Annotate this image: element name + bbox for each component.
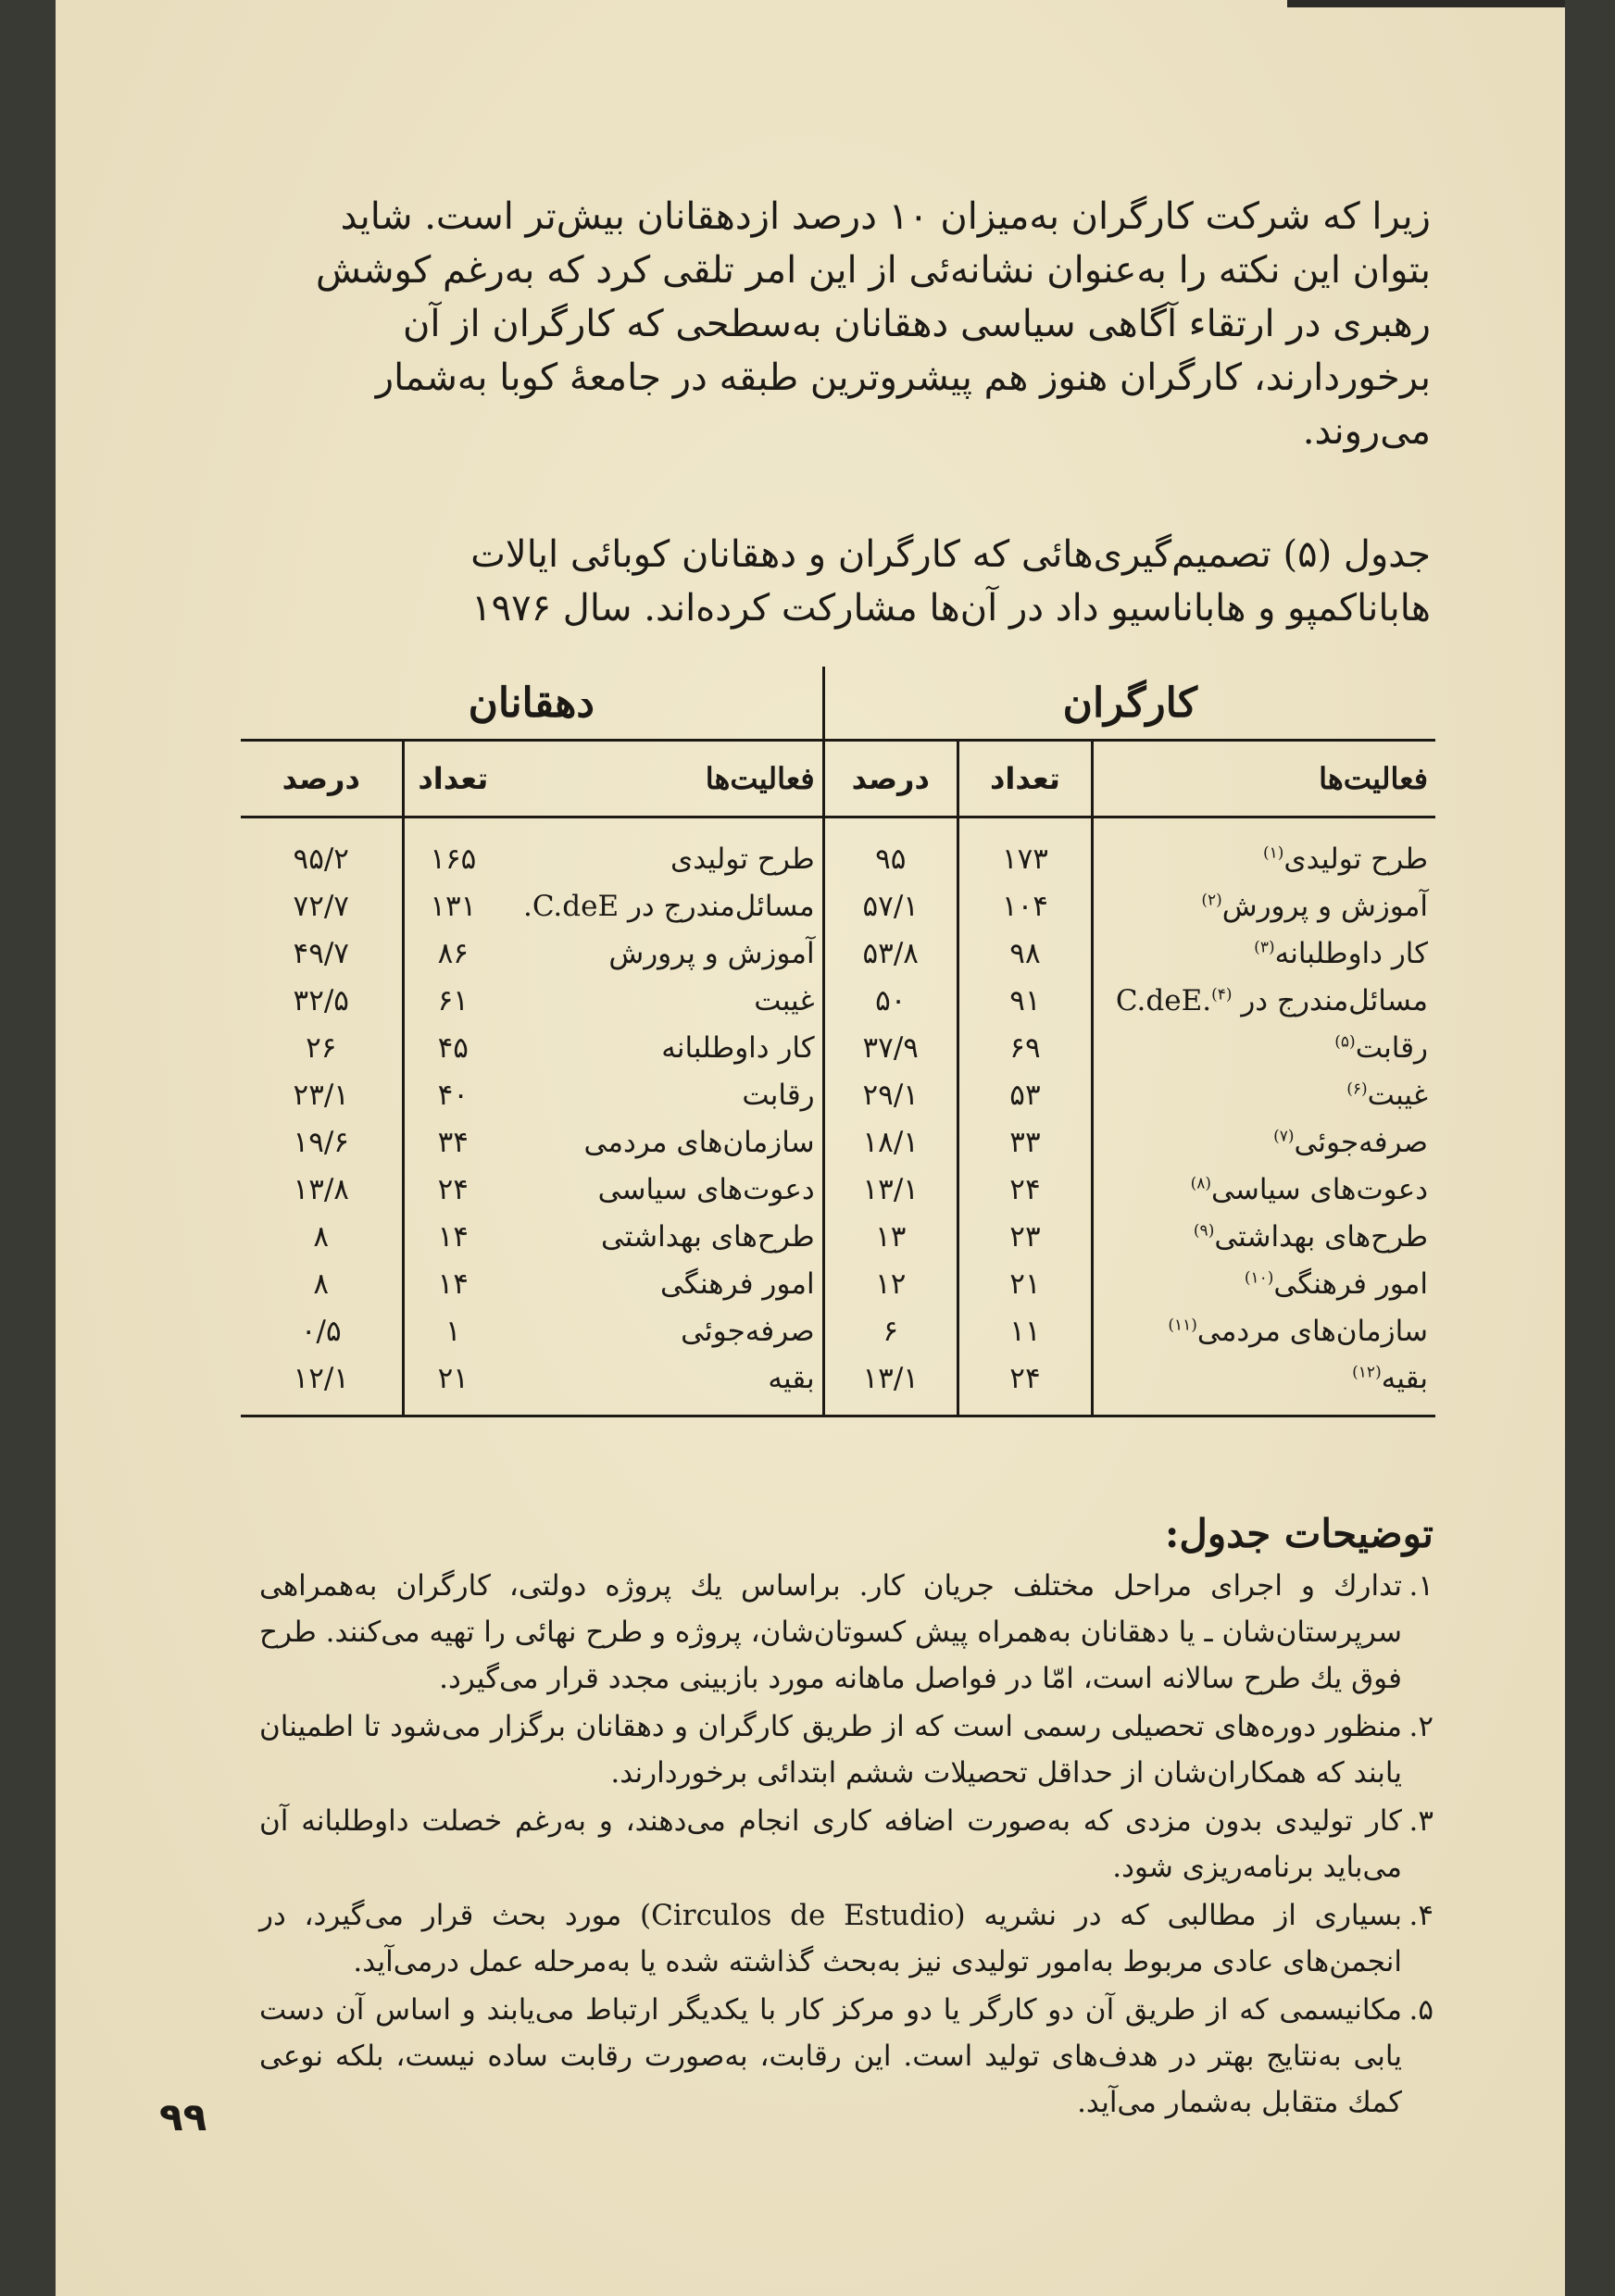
farmers-percent-cell [241, 1354, 403, 1416]
farmers-count-cell-text: ۸۶ [437, 936, 469, 970]
workers-count-cell [958, 1024, 1092, 1071]
activities-table [241, 667, 1435, 1417]
farmers-count-cell [403, 1307, 502, 1354]
farmers-count-cell [403, 882, 502, 930]
workers-activity-cell [1093, 977, 1435, 1024]
workers-percent-cell [823, 817, 958, 883]
farmers-percent-cell [241, 1307, 403, 1354]
farmers-count-cell [403, 1213, 502, 1260]
note-text: کار تولیدی بدون مزدی که به‌صورت اضافه کاری انجام می‌دهند، و به‌رغم خصلت داوطلبانه آن می‌باید برنامه‌ریزی شود. [259, 1804, 1402, 1884]
table-column-header [241, 741, 1435, 817]
book-page [56, 0, 1565, 2296]
footnote-marker: (۱۰) [1244, 1268, 1274, 1288]
farmers-count-cell-text: ۶۱ [437, 983, 469, 1017]
farmers-count-cell [403, 1260, 502, 1307]
footnote-marker: (۷) [1273, 1127, 1295, 1146]
workers-percent-cell-text: ۱۳/۱ [862, 1361, 919, 1395]
workers-activity-cell-text: آموزش و پرورش [1221, 889, 1428, 923]
workers-activity-cell [1093, 1213, 1435, 1260]
farmers-percent-cell [241, 1166, 403, 1213]
farmers-percent-cell [241, 1118, 403, 1166]
caption-line: هاباناکمپو و هاباناسیو داد در آن‌ها مشارکت کرده‌اند. سال ۱۹۷۶ [471, 587, 1431, 630]
workers-activity-cell-text: طرح‌های بهداشتی [1214, 1219, 1428, 1254]
note-number: ۵. [1408, 1993, 1433, 2027]
note-number: ۱. [1408, 1569, 1433, 1603]
workers-count-cell [958, 977, 1092, 1024]
workers-count-cell [958, 1354, 1092, 1416]
workers-percent-cell-text: ۳۷/۹ [862, 1030, 919, 1065]
caption-line: جدول (۵) تصمیم‌گیری‌هائی که کارگران و دهقانان کوبائی ایالات [470, 533, 1431, 576]
farmers-percent-cell-text: ۹۵/۲ [293, 842, 349, 876]
farmers-percent-cell-text: ۱۳/۸ [293, 1172, 349, 1206]
farmers-activity-cell-text: بقیه [768, 1361, 815, 1395]
farmers-percent-cell [241, 977, 403, 1024]
farmers-count-cell [403, 817, 502, 883]
workers-count-cell-text: ۹۸ [1009, 936, 1041, 970]
workers-count-cell-text: ۲۱ [1009, 1267, 1041, 1301]
workers-activity-cell-text: کار داوطلبانه [1274, 936, 1428, 970]
farmers-percent-cell-text: ۳۲/۵ [293, 983, 349, 1017]
farmers-percent-cell-text: ۱۲/۱ [293, 1361, 349, 1395]
farmers-count-cell-text: ۲۱ [437, 1361, 469, 1395]
workers-count-cell-text: ۲۴ [1009, 1172, 1041, 1206]
col-farmers-percent: درصد [241, 741, 403, 817]
workers-count-cell-text: ۲۳ [1009, 1219, 1041, 1254]
workers-activity-cell [1093, 1118, 1435, 1166]
farmers-activity-cell-text: مسائل‌مندرج در C.deE. [522, 889, 815, 923]
farmers-count-cell [403, 930, 502, 977]
workers-percent-cell [823, 1213, 958, 1260]
workers-percent-cell [823, 1260, 958, 1307]
notes-list [259, 1563, 1433, 2128]
workers-activity-cell-text: امور فرهنگی [1273, 1267, 1428, 1301]
workers-activity-cell [1093, 1354, 1435, 1416]
farmers-count-cell-text: ۱۴ [437, 1267, 469, 1301]
farmers-percent-cell [241, 882, 403, 930]
workers-percent-cell-text: ۱۳/۱ [862, 1172, 919, 1206]
table-row [241, 1213, 1435, 1260]
table-row [241, 1166, 1435, 1213]
workers-count-cell-text: ۲۴ [1009, 1361, 1041, 1395]
farmers-activity-cell [502, 882, 823, 930]
farmers-count-cell-text: ۴۵ [437, 1030, 469, 1065]
footnote-marker: (۱) [1262, 843, 1284, 863]
workers-percent-cell [823, 1071, 958, 1118]
farmers-activity-cell-text: امور فرهنگی [659, 1267, 815, 1301]
table-row [241, 1071, 1435, 1118]
workers-count-cell-text: ۱۱ [1009, 1314, 1041, 1348]
workers-count-cell-text: ۱۰۴ [1001, 889, 1048, 923]
farmers-activity-cell [502, 1118, 823, 1166]
table-body [241, 817, 1435, 1416]
farmers-activity-cell-text: صرفه‌جوئی [681, 1314, 815, 1348]
workers-count-cell [958, 1307, 1092, 1354]
farmers-percent-cell [241, 1260, 403, 1307]
farmers-percent-cell-text: ۱۹/۶ [293, 1125, 349, 1159]
workers-percent-cell-text: ۹۵ [875, 842, 907, 876]
farmers-count-cell-text: ۱۶۵ [430, 842, 477, 876]
footnote-marker: (۸) [1190, 1174, 1211, 1193]
farmers-percent-cell-text: ۲۳/۱ [293, 1078, 349, 1112]
workers-activity-cell [1093, 1071, 1435, 1118]
farmers-percent-cell-text: ۷۲/۷ [293, 889, 349, 923]
table-row [241, 1118, 1435, 1166]
farmers-percent-cell [241, 817, 403, 883]
footnote-marker: (۳) [1254, 938, 1275, 957]
workers-percent-cell [823, 1118, 958, 1166]
note-item [259, 1987, 1433, 2126]
farmers-activity-cell [502, 1166, 823, 1213]
intro-line: می‌روند. [1302, 410, 1431, 453]
col-farmers-count: تعداد [403, 741, 502, 817]
farmers-percent-cell [241, 1024, 403, 1071]
farmers-count-cell [403, 1166, 502, 1213]
workers-count-cell-text: ۶۹ [1009, 1030, 1041, 1065]
table-row [241, 1307, 1435, 1354]
workers-activity-cell-text: غیبت [1367, 1078, 1428, 1112]
farmers-count-cell-text: ۳۴ [437, 1125, 469, 1159]
farmers-activity-cell [502, 817, 823, 883]
farmers-count-cell [403, 1118, 502, 1166]
note-number: ۲. [1408, 1710, 1433, 1743]
farmers-count-cell-text: ۱۴ [437, 1219, 469, 1254]
table-row [241, 977, 1435, 1024]
workers-percent-cell-text: ۱۲ [875, 1267, 907, 1301]
farmers-count-cell-text: ۴۰ [437, 1078, 469, 1112]
farmers-activity-cell-text: رقابت [742, 1078, 815, 1112]
farmers-percent-cell-text: ۲۶ [306, 1030, 337, 1065]
farmers-activity-cell [502, 977, 823, 1024]
farmers-count-cell-text: ۲۴ [437, 1172, 469, 1206]
farmers-activity-cell [502, 1213, 823, 1260]
workers-count-cell [958, 1213, 1092, 1260]
workers-activity-cell [1093, 930, 1435, 977]
workers-percent-cell-text: ۱۸/۱ [862, 1125, 919, 1159]
table-row [241, 1024, 1435, 1071]
note-number: ۴. [1408, 1899, 1433, 1932]
intro-paragraph [273, 190, 1431, 458]
farmers-percent-cell [241, 1071, 403, 1118]
group-farmers: دهقانان [241, 667, 823, 741]
workers-percent-cell-text: ۵۷/۱ [862, 889, 919, 923]
col-farmers-activities: فعالیت‌ها [502, 741, 823, 817]
farmers-activity-cell-text: آموزش و پرورش [608, 936, 815, 970]
workers-activity-cell [1093, 1307, 1435, 1354]
farmers-activity-cell [502, 1354, 823, 1416]
workers-percent-cell [823, 1024, 958, 1071]
note-item [259, 1563, 1433, 1702]
farmers-activity-cell-text: کار داوطلبانه [661, 1030, 815, 1065]
note-text: بسیاری از مطالبی که در نشریه (Circulos de Estudio) مورد بحث قرار می‌گیرد، در انجمن‌های عادی مربوط به‌امور تولیدی نیز به‌بحث گذاشته شده یا به‌مرحله عمل درمی‌آید. [259, 1899, 1402, 1978]
table-row [241, 1354, 1435, 1416]
workers-activity-cell [1093, 1024, 1435, 1071]
table-row [241, 817, 1435, 883]
workers-count-cell [958, 882, 1092, 930]
workers-activity-cell [1093, 1166, 1435, 1213]
farmers-activity-cell-text: سازمان‌های مردمی [583, 1125, 815, 1159]
col-workers-percent: درصد [823, 741, 958, 817]
footnote-marker: (۱۱) [1168, 1316, 1197, 1335]
notes-title: توضیحات جدول: [1164, 1511, 1433, 1556]
farmers-activity-cell-text: طرح تولیدی [670, 842, 815, 876]
farmers-percent-cell [241, 1213, 403, 1260]
farmers-count-cell [403, 1354, 502, 1416]
intro-line: بتوان این نکته را به‌عنوان نشانه‌ئی از این امر تلقی کرد که به‌رغم کوشش [316, 249, 1431, 292]
workers-count-cell-text: ۳۳ [1009, 1125, 1041, 1159]
note-item [259, 1798, 1433, 1890]
note-item [259, 1892, 1433, 1985]
workers-count-cell [958, 930, 1092, 977]
farmers-percent-cell [241, 930, 403, 977]
table-caption [273, 528, 1431, 635]
farmers-percent-cell-text: ۸ [313, 1267, 330, 1301]
workers-count-cell [958, 1118, 1092, 1166]
table-row [241, 882, 1435, 930]
workers-count-cell [958, 1071, 1092, 1118]
footnote-marker: (۱۲) [1352, 1363, 1382, 1382]
farmers-activity-cell-text: غیبت [754, 983, 815, 1017]
footnote-marker: (۹) [1193, 1221, 1215, 1241]
note-text: تدارك و اجرای مراحل مختلف جریان کار. براساس یك پروژه دولتی، کارگران به‌همراهی سرپرستان‌شان ـ یا دهقانان به‌همراه پیش کسوتان‌شان، پروژه و طرح نهائی را تهیه می‌کنند. طرح فوق یك طرح سالانه است، امّا در فواصل ماهانه مورد بازبینی مجدد قرار می‌گیرد. [258, 1569, 1402, 1695]
col-workers-activities: فعالیت‌ها [1093, 741, 1435, 817]
footnote-marker: (۵) [1334, 1032, 1356, 1052]
group-workers: کارگران [823, 667, 1435, 741]
table-group-header [241, 667, 1435, 741]
col-workers-count: تعداد [958, 741, 1092, 817]
farmers-activity-cell-text: دعوت‌های سیاسی [597, 1172, 815, 1206]
table-row [241, 1260, 1435, 1307]
workers-count-cell [958, 1166, 1092, 1213]
footnote-marker: (۶) [1346, 1079, 1368, 1099]
farmers-count-cell [403, 1071, 502, 1118]
workers-activity-cell-text: طرح تولیدی [1283, 842, 1428, 876]
intro-line: رهبری در ارتقاء آگاهی سیاسی دهقانان به‌سطحی که کارگران از آن [403, 303, 1431, 345]
page-edge [1287, 0, 1565, 7]
intro-line: زیرا که شرکت کارگران به‌میزان ۱۰ درصد ازدهقانان بیش‌تر است. شاید [340, 195, 1431, 238]
footnote-marker: (۲) [1201, 891, 1222, 910]
farmers-activity-cell [502, 1024, 823, 1071]
workers-count-cell [958, 817, 1092, 883]
workers-count-cell-text: ۵۳ [1009, 1078, 1041, 1112]
workers-count-cell-text: ۹۱ [1009, 983, 1041, 1017]
workers-percent-cell-text: ۵۰ [875, 983, 907, 1017]
farmers-count-cell [403, 1024, 502, 1071]
farmers-activity-cell [502, 1260, 823, 1307]
note-text: منظور دوره‌های تحصیلی رسمی است که از طریق کارگران و دهقانان برگزار می‌شود تا اطمینان یابند که همکاران‌شان از حداقل تحصیلات ششم ابتدائی برخوردارند. [259, 1710, 1402, 1790]
farmers-percent-cell-text: ۰/۵ [300, 1314, 342, 1348]
workers-activity-cell [1093, 817, 1435, 883]
workers-percent-cell-text: ۲۹/۱ [862, 1078, 919, 1112]
farmers-percent-cell-text: ۴۹/۷ [293, 936, 349, 970]
workers-percent-cell [823, 882, 958, 930]
workers-activity-cell-text: رقابت [1355, 1030, 1428, 1065]
workers-percent-cell [823, 977, 958, 1024]
workers-percent-cell [823, 930, 958, 977]
note-text: مکانیسمی که از طریق آن دو کارگر یا دو مرکز کار با یکدیگر ارتباط می‌یابند و اساس آن دست یابی به‌نتایج بهتر در هدف‌های تولید است. این رقابت، به‌صورت رقابت ساده نیست، بلکه نوعی کمك متقابل به‌شمار می‌آید. [259, 1993, 1402, 2119]
workers-percent-cell-text: ۱۳ [875, 1219, 907, 1254]
workers-activity-cell [1093, 1260, 1435, 1307]
page-number: ۹۹ [159, 2094, 207, 2140]
workers-activity-cell [1093, 882, 1435, 930]
workers-activity-cell-text: صرفه‌جوئی [1294, 1125, 1428, 1159]
footnote-marker: (۴) [1211, 985, 1233, 1004]
workers-activity-cell-text: دعوت‌های سیاسی [1211, 1172, 1428, 1206]
farmers-activity-cell [502, 1071, 823, 1118]
workers-activity-cell-text: بقیه [1381, 1361, 1428, 1395]
farmers-activity-cell [502, 1307, 823, 1354]
workers-percent-cell-text: ۵۳/۸ [862, 936, 919, 970]
workers-activity-cell-text: سازمان‌های مردمی [1196, 1314, 1428, 1348]
workers-percent-cell [823, 1307, 958, 1354]
workers-count-cell [958, 1260, 1092, 1307]
workers-count-cell-text: ۱۷۳ [1001, 842, 1048, 876]
note-number: ۳. [1408, 1804, 1433, 1838]
farmers-count-cell [403, 977, 502, 1024]
workers-percent-cell-text: ۶ [883, 1314, 899, 1348]
table-row [241, 930, 1435, 977]
workers-activity-cell-text: مسائل‌مندرج در C.deE. [1115, 983, 1428, 1017]
farmers-activity-cell-text: طرح‌های بهداشتی [600, 1219, 815, 1254]
farmers-percent-cell-text: ۸ [313, 1219, 330, 1254]
note-item [259, 1703, 1433, 1796]
workers-percent-cell [823, 1166, 958, 1213]
workers-percent-cell [823, 1354, 958, 1416]
farmers-activity-cell [502, 930, 823, 977]
intro-line: برخوردارند، کارگران هنوز هم پیشروترین طبقه در جامعهٔ کوبا به‌شمار [375, 356, 1431, 399]
farmers-count-cell-text: ۱۳۱ [430, 889, 477, 923]
farmers-count-cell-text: ۱ [444, 1314, 461, 1348]
